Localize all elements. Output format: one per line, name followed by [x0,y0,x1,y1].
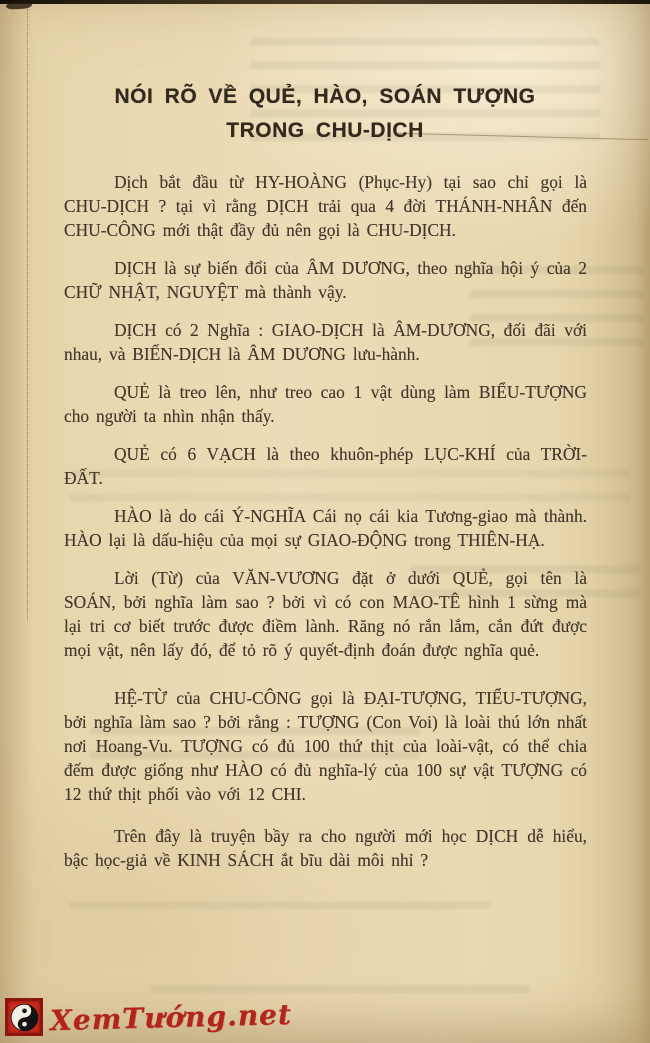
paragraph-tren-day: Trên đây là truyện bầy ra cho người mới học DỊCH dễ hiểu, bậc học-giả về KINH SÁCH ắt bĩu dài môi nhỉ ? [64,826,587,870]
paragraph-hao-y-nghia: HÀO là do cái Ý-NGHĨA Cái nọ cái kia Tương-giao mà thành. HÀO lại là dấu-hiệu của mọi sự GIAO-ĐỘNG trong THIÊN-HẠ. [64,506,587,550]
page-title [65,80,585,148]
bleedthrough-smudge [150,972,530,1000]
page-title-line1: NÓI RÕ VỀ QUẺ, HÀO, SOÁN TƯỢNG [114,85,536,108]
page-title-line2: TRONG CHU-DỊCH [226,119,424,142]
ink-mark [6,1,32,10]
paragraph-he-tu-chu-cong: HỆ-TỪ của CHU-CÔNG gọi là ĐẠI-TƯỢNG, TIỂU-TƯỢNG, bởi nghĩa làm sao ? bởi rằng : TƯỢNG (Con Voi) là loài thú lớn nhất nơi Hoang-Vu. TƯỢNG có đủ 100 thứ thịt của loài-vật, có thể chia đếm được giống như HÀO có đủ nghĩa-lý của 100 sự vật TƯỢNG có 12 thứ thịt phối vào với 12 CHI. [64,688,587,804]
page-top-edge [0,0,650,4]
paragraph-dich-bien-doi: DỊCH là sự biến đổi của ÂM DƯƠNG, theo nghĩa hội ý của 2 CHỮ NHẬT, NGUYỆT mà thành vậy. [64,258,587,302]
yin-yang-icon [5,998,43,1036]
watermark-text: XemTướng.net [49,997,293,1037]
paragraph-dich-2-nghia: DỊCH có 2 Nghĩa : GIAO-DỊCH là ÂM-DƯƠNG, đối đãi với nhau, và BIẾN-DỊCH là ÂM DƯƠNG lưu-hành. [64,320,587,364]
page-crease [27,9,28,621]
paragraph-que-6-vach: QUẺ có 6 VẠCH là theo khuôn-phép LỤC-KHÍ của TRỜI-ĐẤT. [64,444,587,488]
xemtuong-watermark [5,998,292,1036]
body-text [64,170,587,886]
bleedthrough-smudge [70,890,490,916]
paragraph-loi-tu-van-vuong: Lời (Từ) của VĂN-VƯƠNG đặt ở dưới QUẺ, gọi tên là SOÁN, bởi nghĩa làm sao ? bởi vì có con MAO-TÊ hình 1 sừng mà lại tri cơ biết trước được điềm lành. Răng nó rắn lắm, cắn đứt được mọi vật, nên lấy đó, để tỏ rõ ý quyết-định đoán được nghĩa quẻ. [64,568,587,660]
paragraph-que-treo-len: QUẺ là treo lên, như treo cao 1 vật dùng làm BIỂU-TƯỢNG cho người ta nhìn nhận thấy. [64,382,587,426]
paragraph-dich-bat-dau: Dịch bắt đầu từ HY-HOÀNG (Phục-Hy) tại sao chỉ gọi là CHU-DỊCH ? tại vì rằng DỊCH trải qua 4 đời THÁNH-NHÂN đến CHU-CÔNG mới thật đầy đủ nên gọi là CHU-DỊCH. [64,172,587,240]
